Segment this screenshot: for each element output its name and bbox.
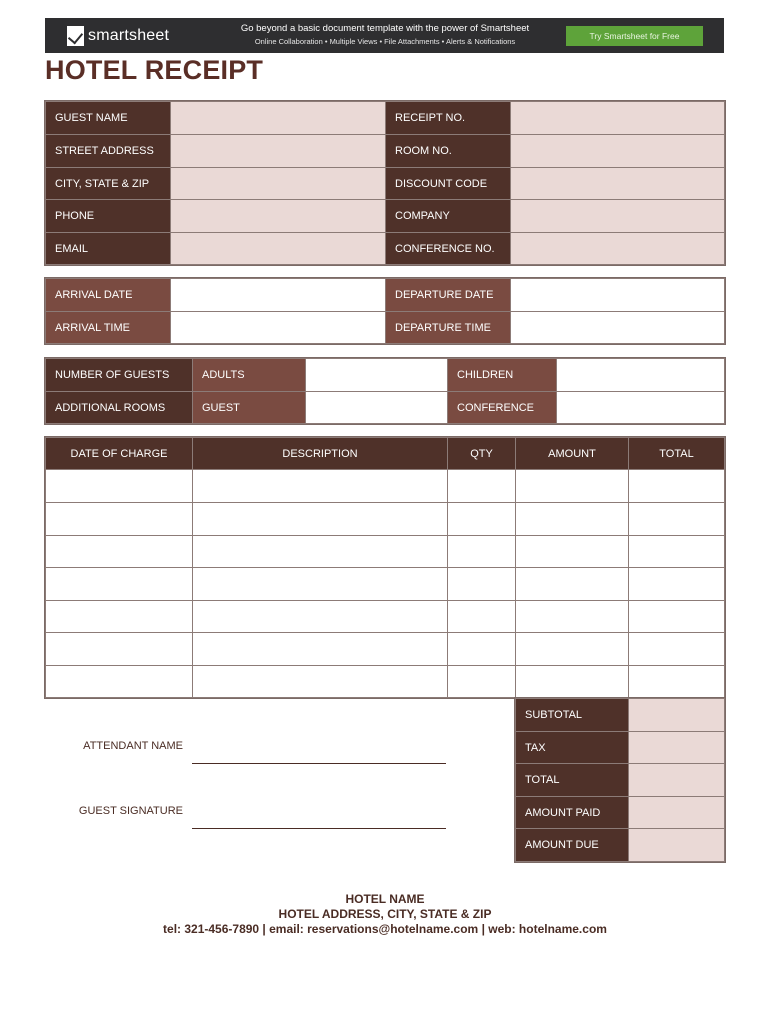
totals-table bbox=[515, 698, 725, 862]
city-state-zip-label: CITY, STATE & ZIP bbox=[46, 168, 171, 200]
description-cell[interactable] bbox=[193, 568, 448, 601]
receipt-no-label: RECEIPT NO. bbox=[386, 102, 511, 135]
total-cell[interactable] bbox=[629, 536, 725, 568]
street-address-label: STREET ADDRESS bbox=[46, 135, 171, 168]
table-row bbox=[46, 536, 725, 568]
logo-text: smartsheet bbox=[88, 27, 170, 44]
departure-date-label: DEPARTURE DATE bbox=[386, 279, 511, 312]
street-address-field[interactable] bbox=[171, 135, 386, 168]
table-row bbox=[46, 601, 725, 633]
qty-cell[interactable] bbox=[448, 601, 516, 633]
guest-signature-label: GUEST SIGNATURE bbox=[78, 805, 183, 817]
arrival-date-label: ARRIVAL DATE bbox=[46, 279, 171, 312]
amount-paid-label: AMOUNT PAID bbox=[516, 797, 629, 829]
guest-signature-line[interactable] bbox=[192, 828, 446, 829]
description-cell[interactable] bbox=[193, 503, 448, 536]
smartsheet-logo bbox=[67, 24, 169, 48]
qty-cell[interactable] bbox=[448, 568, 516, 601]
col-amount: AMOUNT bbox=[516, 438, 629, 470]
description-cell[interactable] bbox=[193, 470, 448, 503]
room-no-field[interactable] bbox=[511, 135, 725, 168]
smartsheet-banner bbox=[45, 18, 724, 53]
date-cell[interactable] bbox=[46, 536, 193, 568]
amount-cell[interactable] bbox=[516, 536, 629, 568]
discount-code-field[interactable] bbox=[511, 168, 725, 200]
date-cell[interactable] bbox=[46, 601, 193, 633]
arrival-date-field[interactable] bbox=[171, 279, 386, 312]
attendant-name-label: ATTENDANT NAME bbox=[83, 740, 183, 752]
table-row bbox=[46, 666, 725, 698]
guest-rooms-field[interactable] bbox=[306, 392, 448, 424]
col-qty: QTY bbox=[448, 438, 516, 470]
try-smartsheet-button[interactable]: Try Smartsheet for Free bbox=[566, 26, 703, 46]
amount-cell[interactable] bbox=[516, 666, 629, 698]
email-label: EMAIL bbox=[46, 233, 171, 265]
guest-name-field[interactable] bbox=[171, 102, 386, 135]
col-date-of-charge: DATE OF CHARGE bbox=[46, 438, 193, 470]
date-cell[interactable] bbox=[46, 470, 193, 503]
conference-rooms-field[interactable] bbox=[557, 392, 725, 424]
qty-cell[interactable] bbox=[448, 666, 516, 698]
email-field[interactable] bbox=[171, 233, 386, 265]
adults-label: ADULTS bbox=[193, 359, 306, 392]
conference-no-label: CONFERENCE NO. bbox=[386, 233, 511, 265]
date-cell[interactable] bbox=[46, 568, 193, 601]
additional-rooms-label: ADDITIONAL ROOMS bbox=[46, 392, 193, 424]
description-cell[interactable] bbox=[193, 666, 448, 698]
description-cell[interactable] bbox=[193, 633, 448, 666]
children-field[interactable] bbox=[557, 359, 725, 392]
children-label: CHILDREN bbox=[448, 359, 557, 392]
date-cell[interactable] bbox=[46, 633, 193, 666]
qty-cell[interactable] bbox=[448, 633, 516, 666]
number-of-guests-label: NUMBER OF GUESTS bbox=[46, 359, 193, 392]
description-cell[interactable] bbox=[193, 536, 448, 568]
tax-label: TAX bbox=[516, 732, 629, 764]
subtotal-field[interactable] bbox=[629, 699, 725, 732]
company-label: COMPANY bbox=[386, 200, 511, 233]
arrival-time-label: ARRIVAL TIME bbox=[46, 312, 171, 344]
conference-no-field[interactable] bbox=[511, 233, 725, 265]
company-field[interactable] bbox=[511, 200, 725, 233]
total-cell[interactable] bbox=[629, 633, 725, 666]
total-cell[interactable] bbox=[629, 601, 725, 633]
date-cell[interactable] bbox=[46, 666, 193, 698]
guests-table bbox=[45, 358, 725, 424]
tax-field[interactable] bbox=[629, 732, 725, 764]
total-cell[interactable] bbox=[629, 503, 725, 536]
departure-time-field[interactable] bbox=[511, 312, 725, 344]
total-label: TOTAL bbox=[516, 764, 629, 797]
col-description: DESCRIPTION bbox=[193, 438, 448, 470]
guest-name-label: GUEST NAME bbox=[46, 102, 171, 135]
table-row bbox=[46, 503, 725, 536]
hotel-address: HOTEL ADDRESS, CITY, STATE & ZIP bbox=[278, 907, 492, 921]
hotel-contact: tel: 321-456-7890 | email: reservations@hotelname.com | web: hotelname.com bbox=[163, 922, 607, 936]
description-cell[interactable] bbox=[193, 601, 448, 633]
charges-table bbox=[45, 437, 725, 698]
page-title: HOTEL RECEIPT bbox=[45, 55, 264, 85]
total-cell[interactable] bbox=[629, 568, 725, 601]
col-total: TOTAL bbox=[629, 438, 725, 470]
banner-text bbox=[195, 23, 575, 46]
guest-label: GUEST bbox=[193, 392, 306, 424]
qty-cell[interactable] bbox=[448, 536, 516, 568]
qty-cell[interactable] bbox=[448, 470, 516, 503]
amount-due-label: AMOUNT DUE bbox=[516, 829, 629, 862]
adults-field[interactable] bbox=[306, 359, 448, 392]
phone-field[interactable] bbox=[171, 200, 386, 233]
amount-cell[interactable] bbox=[516, 568, 629, 601]
table-row bbox=[46, 568, 725, 601]
banner-headline: Go beyond a basic document template with the power of Smartsheet bbox=[240, 23, 530, 34]
departure-time-label: DEPARTURE TIME bbox=[386, 312, 511, 344]
amount-paid-field[interactable] bbox=[629, 797, 725, 829]
amount-cell[interactable] bbox=[516, 633, 629, 666]
receipt-no-field[interactable] bbox=[511, 102, 725, 135]
date-cell[interactable] bbox=[46, 503, 193, 536]
banner-features: Online Collaboration • Multiple Views • File Attachments • Alerts & Notifications bbox=[254, 37, 516, 46]
attendant-name-line[interactable] bbox=[192, 763, 446, 764]
total-cell[interactable] bbox=[629, 470, 725, 503]
table-row bbox=[46, 633, 725, 666]
total-field[interactable] bbox=[629, 764, 725, 797]
qty-cell[interactable] bbox=[448, 503, 516, 536]
dates-table bbox=[45, 278, 725, 344]
subtotal-label: SUBTOTAL bbox=[516, 699, 629, 732]
total-cell[interactable] bbox=[629, 666, 725, 698]
arrival-time-field[interactable] bbox=[171, 312, 386, 344]
amount-due-field[interactable] bbox=[629, 829, 725, 862]
amount-cell[interactable] bbox=[516, 503, 629, 536]
table-row bbox=[46, 470, 725, 503]
amount-cell[interactable] bbox=[516, 470, 629, 503]
discount-code-label: DISCOUNT CODE bbox=[386, 168, 511, 200]
guest-info-table bbox=[45, 101, 725, 265]
conference-label: CONFERENCE bbox=[448, 392, 557, 424]
city-state-zip-field[interactable] bbox=[171, 168, 386, 200]
amount-cell[interactable] bbox=[516, 601, 629, 633]
departure-date-field[interactable] bbox=[511, 279, 725, 312]
checkmark-icon bbox=[67, 26, 84, 46]
hotel-name: HOTEL NAME bbox=[345, 892, 425, 906]
phone-label: PHONE bbox=[46, 200, 171, 233]
room-no-label: ROOM NO. bbox=[386, 135, 511, 168]
